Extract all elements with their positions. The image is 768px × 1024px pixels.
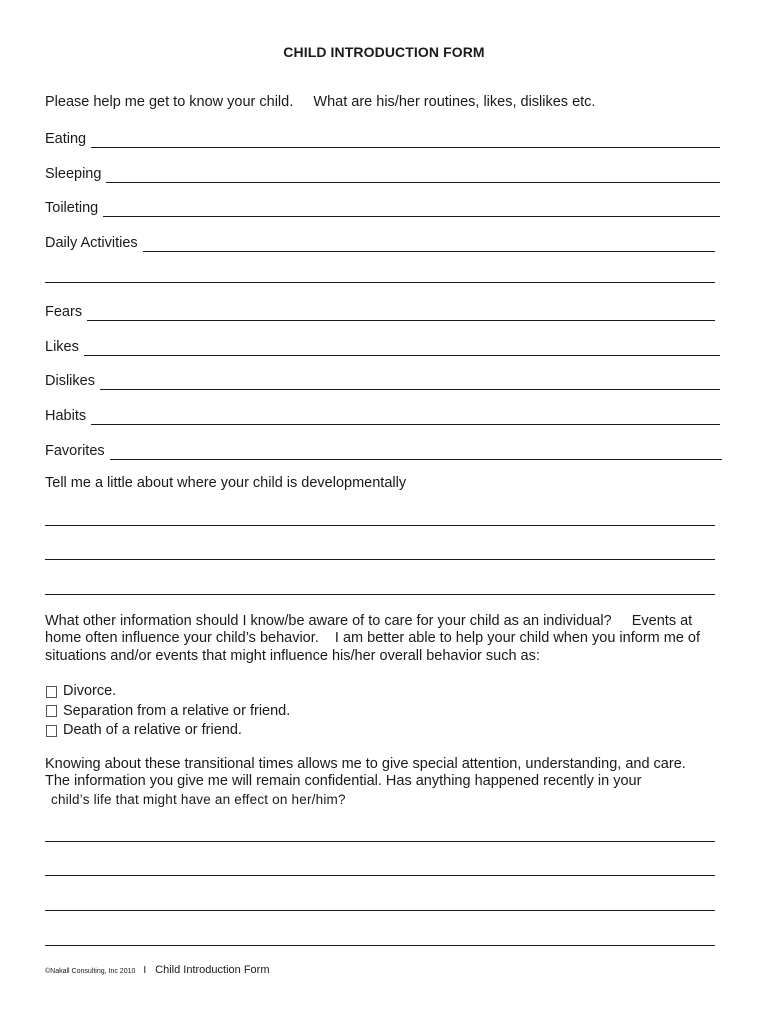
list-item-label: Separation from a relative or friend. xyxy=(63,702,291,719)
field-label: Dislikes xyxy=(45,373,95,389)
developmental-prompt: Tell me a little about where your child is developmentally xyxy=(45,475,407,491)
answer-line[interactable] xyxy=(84,340,720,356)
answer-line[interactable] xyxy=(103,201,720,217)
answer-line[interactable] xyxy=(87,305,715,321)
field-daily-activities[interactable] xyxy=(45,232,715,252)
paragraph-line: home often influence your child’s behavior. I am better able to help your child when you inform me of xyxy=(45,630,701,647)
answer-line-daily-activities-2[interactable] xyxy=(45,282,715,283)
answer-line[interactable] xyxy=(106,167,720,183)
answer-line-developmental-1[interactable] xyxy=(45,525,715,526)
form-title: CHILD INTRODUCTION FORM xyxy=(283,44,485,60)
intro-text: Please help me get to know your child. What are his/her routines, likes, dislikes etc. xyxy=(45,94,596,110)
footer-separator: I xyxy=(143,965,147,976)
field-likes[interactable] xyxy=(45,336,720,356)
page-footer xyxy=(45,964,269,976)
paragraph-line: Knowing about these transitional times allows me to give special attention, understanding, and care. xyxy=(45,756,686,772)
field-label: Fears xyxy=(45,304,83,320)
field-label: Daily Activities xyxy=(45,235,138,251)
answer-line-recent-3[interactable] xyxy=(45,910,715,911)
field-habits[interactable] xyxy=(45,405,720,425)
checkbox-icon[interactable] xyxy=(46,725,57,737)
answer-line-recent-1[interactable] xyxy=(45,841,715,842)
paragraph-line: child’s life that might have an effect on her/him? xyxy=(51,791,346,807)
field-label: Eating xyxy=(45,131,87,147)
situations-list xyxy=(45,682,290,741)
answer-line[interactable] xyxy=(110,444,722,460)
answer-line-developmental-3[interactable] xyxy=(45,594,715,595)
field-label: Habits xyxy=(45,408,87,424)
paragraph-line: situations and/or events that might influence his/her overall behavior such as: xyxy=(45,647,540,664)
field-eating[interactable] xyxy=(45,128,720,148)
list-item xyxy=(45,721,290,741)
copyright-text: ©Nakall Consulting, Inc 2010 xyxy=(45,968,136,975)
field-label: Likes xyxy=(45,339,79,355)
field-dislikes[interactable] xyxy=(45,370,720,390)
field-sleeping[interactable] xyxy=(45,163,720,183)
answer-line[interactable] xyxy=(143,236,715,252)
paragraph-line: The information you give me will remain confidential. Has anything happened recently in your xyxy=(45,773,642,790)
answer-line-developmental-2[interactable] xyxy=(45,559,715,560)
answer-line[interactable] xyxy=(91,132,720,148)
list-item-label: Death of a relative or friend. xyxy=(63,722,242,738)
paragraph-line: What other information should I know/be aware of to care for your child as an individual? Events at xyxy=(45,613,693,629)
field-label: Toileting xyxy=(45,200,99,216)
transition-paragraph xyxy=(45,756,735,808)
checkbox-icon[interactable] xyxy=(46,705,57,717)
list-item-label: Divorce. xyxy=(63,683,117,699)
answer-line-recent-4[interactable] xyxy=(45,945,715,946)
field-label: Sleeping xyxy=(45,166,102,182)
checkbox-icon[interactable] xyxy=(46,686,57,698)
answer-line[interactable] xyxy=(100,374,720,390)
list-item xyxy=(45,702,290,722)
field-fears[interactable] xyxy=(45,301,715,321)
answer-line-recent-2[interactable] xyxy=(45,875,715,876)
answer-line[interactable] xyxy=(91,409,720,425)
field-favorites[interactable] xyxy=(45,440,722,460)
field-toileting[interactable] xyxy=(45,197,720,217)
field-label: Favorites xyxy=(45,443,105,459)
footer-title: Child Introduction Form xyxy=(155,964,270,976)
list-item xyxy=(45,682,290,702)
other-info-paragraph xyxy=(45,613,735,665)
